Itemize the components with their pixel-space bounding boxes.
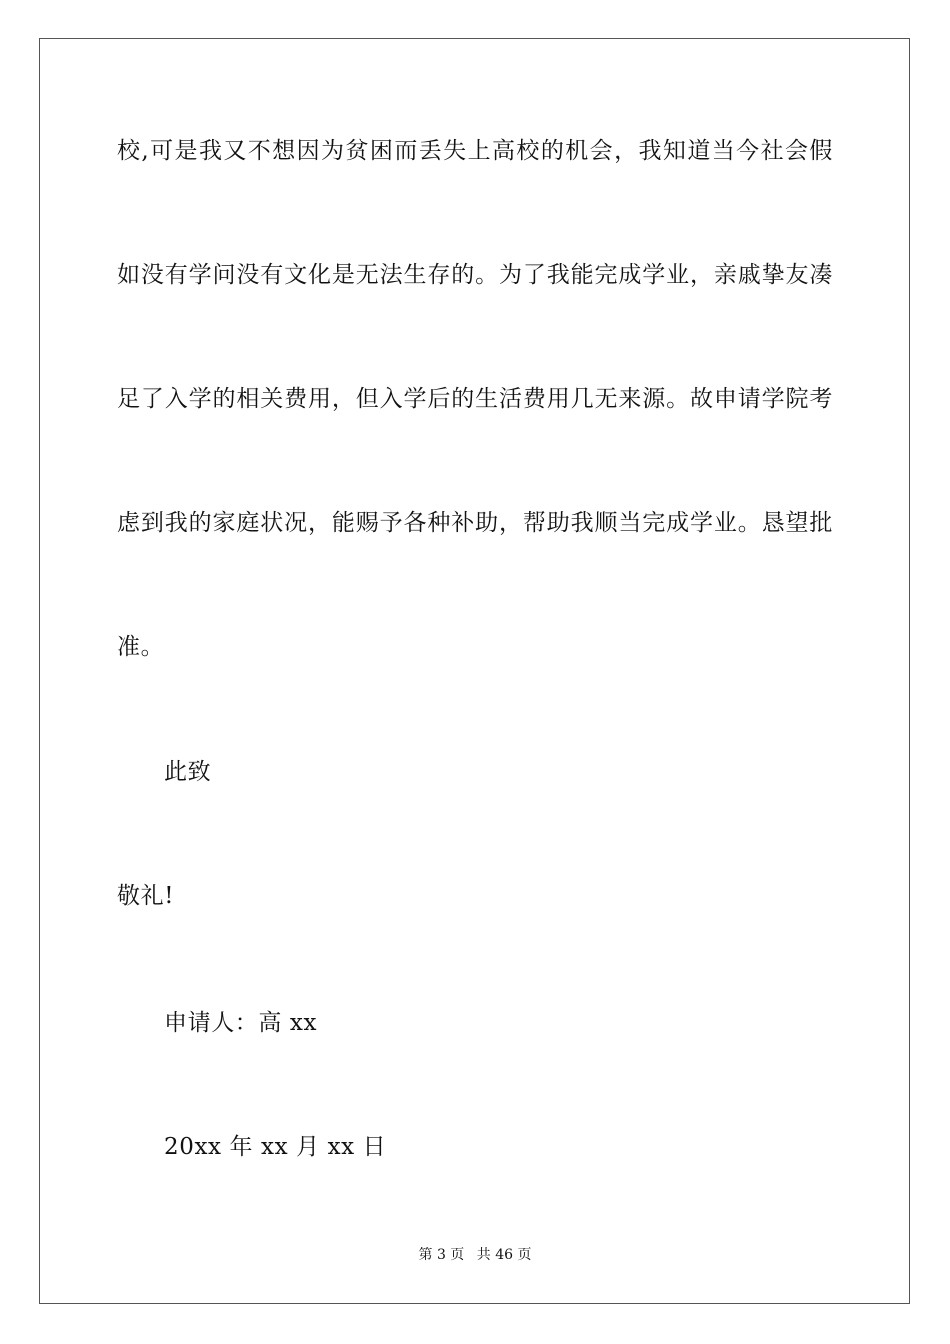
page-total: 共 46 页 (476, 1247, 532, 1263)
body-line-2: 如没有学问没有文化是无法生存的。为了我能完成学业，亲戚挚友凑 (117, 262, 833, 288)
body-line-3: 足了入学的相关费用，但入学后的生活费用几无来源。故申请学院考 (117, 386, 833, 412)
closing-text: 此致 (164, 759, 212, 785)
salutation-text: 敬礼! (117, 883, 175, 909)
applicant-signature: 申请人：高 xx (164, 1010, 318, 1036)
body-line-1: 校,可是我又不想因为贫困而丢失上高校的机会，我知道当今社会假 (117, 138, 833, 164)
application-date: 20xx 年 xx 月 xx 日 (164, 1134, 387, 1160)
page-number: 第 3 页 (418, 1247, 465, 1263)
page-footer (0, 1246, 950, 1264)
page-frame (39, 38, 910, 1304)
body-line-4: 虑到我的家庭状况，能赐予各种补助，帮助我顺当完成学业。恳望批 (117, 510, 833, 536)
body-line-5: 准。 (117, 634, 165, 660)
